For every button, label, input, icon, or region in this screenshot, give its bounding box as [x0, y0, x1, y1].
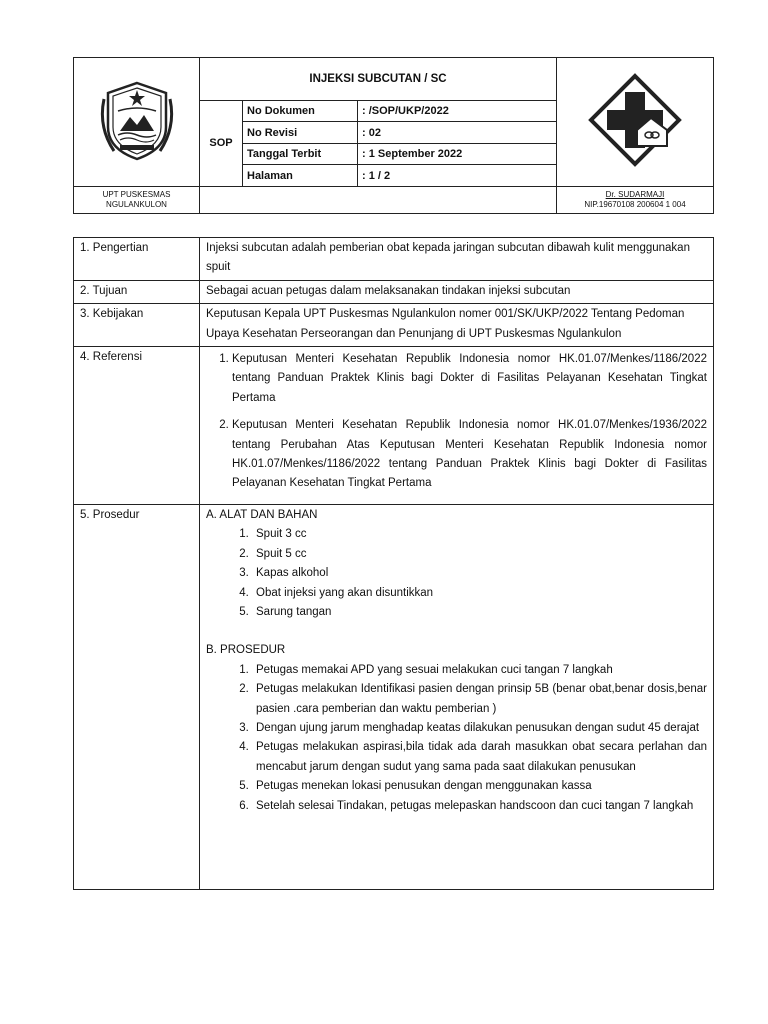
section-text: Injeksi subcutan adalah pemberian obat kepada jaringan subcutan dibawah kulit menggunakan spuit	[200, 238, 714, 281]
list-item: 4. Obat injeksi yang akan disuntikkan	[252, 584, 707, 603]
subsection-title: A. ALAT DAN BAHAN	[206, 508, 318, 521]
left-logo-cell	[74, 58, 200, 187]
row-pengertian	[74, 238, 714, 281]
empty-cell	[200, 187, 557, 214]
org-name-cell	[74, 187, 200, 214]
right-logo-cell	[557, 58, 714, 187]
section-label: 3. Kebijakan	[74, 304, 200, 347]
org-line-2: NGULANKULON	[106, 200, 167, 209]
sop-label: SOP	[200, 100, 243, 186]
list-item: 4. Petugas melakukan aspirasi,bila tidak ada darah masukkan obat secara perlahan dan mencabut jarum dengan sudut yang sama pada saat dilakukan penusukan	[252, 738, 707, 777]
list-item: 1. Keputusan Menteri Kesehatan Republik Indonesia nomor HK.01.07/Menkes/1186/2022 tentang Panduan Praktek Klinis bagi Dokter di Fasilitas Pelayanan Kesehatan Tingkat Pertama	[232, 350, 707, 408]
section-label: 4. Referensi	[74, 347, 200, 505]
field-label: No Revisi	[243, 122, 358, 144]
field-label: Halaman	[243, 165, 358, 186]
field-label: Tanggal Terbit	[243, 143, 358, 165]
equipment-list	[206, 525, 707, 622]
row-referensi	[74, 347, 714, 505]
signer-name: Dr. SUDARMAJI	[605, 190, 665, 199]
section-text: Keputusan Kepala UPT Puskesmas Ngulankulon nomer 001/SK/UKP/2022 Tentang Pedoman Upaya Kesehatan Perseorangan dan Penunjang di UPT Puskesmas Ngulankulon	[200, 304, 714, 347]
list-item: 3. Kapas alkohol	[252, 564, 707, 583]
section-content	[200, 504, 714, 889]
field-value: : 1 September 2022	[358, 143, 557, 165]
row-tujuan	[74, 280, 714, 303]
field-value: : 1 / 2	[358, 165, 557, 186]
row-prosedur	[74, 504, 714, 889]
list-item: 5. Petugas menekan lokasi penusukan dengan menggunakan kassa	[252, 777, 707, 796]
field-label: No Dokumen	[243, 100, 358, 122]
regency-emblem-icon	[100, 77, 174, 163]
signer-nip: NIP.19670108 200604 1 004	[584, 200, 686, 209]
list-item: 2. Keputusan Menteri Kesehatan Republik Indonesia nomor HK.01.07/Menkes/1936/2022 tentang Perubahan Atas Keputusan Menteri Kesehatan Republik Indonesia nomor HK.01.07/Menkes/1186/2022 tentang Panduan Praktek Klinis bagi Dokter di Fasilitas Pelayanan Kesehatan Tingkat Pertama	[232, 416, 707, 494]
list-item: 2. Petugas melakukan Identifikasi pasien dengan prinsip 5B (benar obat,benar dosis,benar pasien .cara pemberian dan waktu pemberian )	[252, 680, 707, 719]
section-label: 1. Pengertian	[74, 238, 200, 281]
subsection-title: B. PROSEDUR	[206, 644, 286, 657]
procedure-steps	[206, 661, 707, 816]
reference-list	[206, 350, 707, 494]
field-value: : /SOP/UKP/2022	[358, 100, 557, 122]
sop-header	[73, 57, 714, 214]
document-title: INJEKSI SUBCUTAN / SC	[200, 58, 556, 100]
section-text: Sebagai acuan petugas dalam melaksanakan tindakan injeksi subcutan	[200, 280, 714, 303]
org-line-1: UPT PUSKESMAS	[102, 190, 171, 199]
section-label: 5. Prosedur	[74, 504, 200, 889]
list-item: 5. Sarung tangan	[252, 603, 707, 622]
list-item: 3. Dengan ujung jarum menghadap keatas dilakukan penusukan dengan sudut 45 derajat	[252, 719, 707, 738]
row-kebijakan	[74, 304, 714, 347]
list-item: 2. Spuit 5 cc	[252, 545, 707, 564]
list-item: 6. Setelah selesai Tindakan, petugas melepaskan handscoon dan cuci tangan 7 langkah	[252, 797, 707, 816]
title-cell	[200, 58, 557, 187]
section-content	[200, 347, 714, 505]
sop-content-table	[73, 237, 714, 890]
list-item: 1. Spuit 3 cc	[252, 525, 707, 544]
section-label: 2. Tujuan	[74, 280, 200, 303]
field-value: : 02	[358, 122, 557, 144]
signer-cell	[557, 187, 714, 214]
puskesmas-cross-icon	[587, 72, 683, 168]
list-item: 1. Petugas memakai APD yang sesuai melakukan cuci tangan 7 langkah	[252, 661, 707, 680]
